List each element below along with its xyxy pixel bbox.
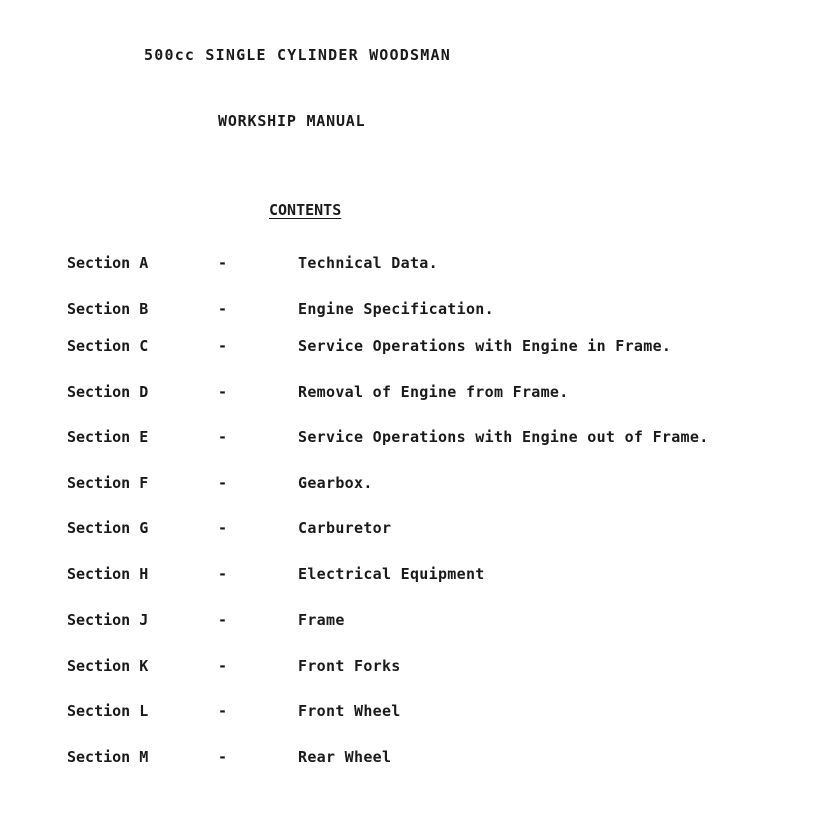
toc-section-label: Section B <box>67 300 149 318</box>
toc-separator: - <box>218 383 228 401</box>
document-title: 500cc SINGLE CYLINDER WOODSMAN <box>144 46 451 64</box>
toc-section-label: Section F <box>67 474 149 492</box>
toc-separator: - <box>218 611 228 629</box>
toc-section-title: Electrical Equipment <box>298 565 485 583</box>
toc-section-label: Section G <box>67 519 149 537</box>
toc-separator: - <box>218 702 228 720</box>
toc-section-title: Technical Data. <box>298 254 438 272</box>
toc-section-label: Section C <box>67 337 149 355</box>
toc-separator: - <box>218 254 228 272</box>
toc-section-label: Section M <box>67 748 149 766</box>
toc-separator: - <box>218 474 228 492</box>
toc-separator: - <box>218 300 228 318</box>
toc-section-title: Service Operations with Engine in Frame. <box>298 337 672 355</box>
toc-separator: - <box>218 657 228 675</box>
toc-section-title: Frame <box>298 611 345 629</box>
contents-heading: CONTENTS <box>269 201 342 219</box>
toc-section-title: Front Forks <box>298 657 401 675</box>
toc-section-label: Section A <box>67 254 149 272</box>
toc-section-title: Front Wheel <box>298 702 401 720</box>
toc-section-label: Section J <box>67 611 149 629</box>
toc-separator: - <box>218 337 228 355</box>
toc-separator: - <box>218 565 228 583</box>
toc-section-title: Service Operations with Engine out of Frame. <box>298 428 709 446</box>
toc-section-title: Removal of Engine from Frame. <box>298 383 569 401</box>
toc-separator: - <box>218 428 228 446</box>
toc-section-label: Section K <box>67 657 149 675</box>
toc-section-label: Section H <box>67 565 149 583</box>
document-subtitle: WORKSHIP MANUAL <box>218 112 366 130</box>
toc-section-title: Carburetor <box>298 519 392 537</box>
toc-section-title: Rear Wheel <box>298 748 392 766</box>
toc-section-title: Engine Specification. <box>298 300 494 318</box>
toc-section-label: Section D <box>67 383 149 401</box>
toc-section-title: Gearbox. <box>298 474 373 492</box>
toc-section-label: Section E <box>67 428 149 446</box>
toc-separator: - <box>218 519 228 537</box>
toc-section-label: Section L <box>67 702 149 720</box>
toc-separator: - <box>218 748 228 766</box>
